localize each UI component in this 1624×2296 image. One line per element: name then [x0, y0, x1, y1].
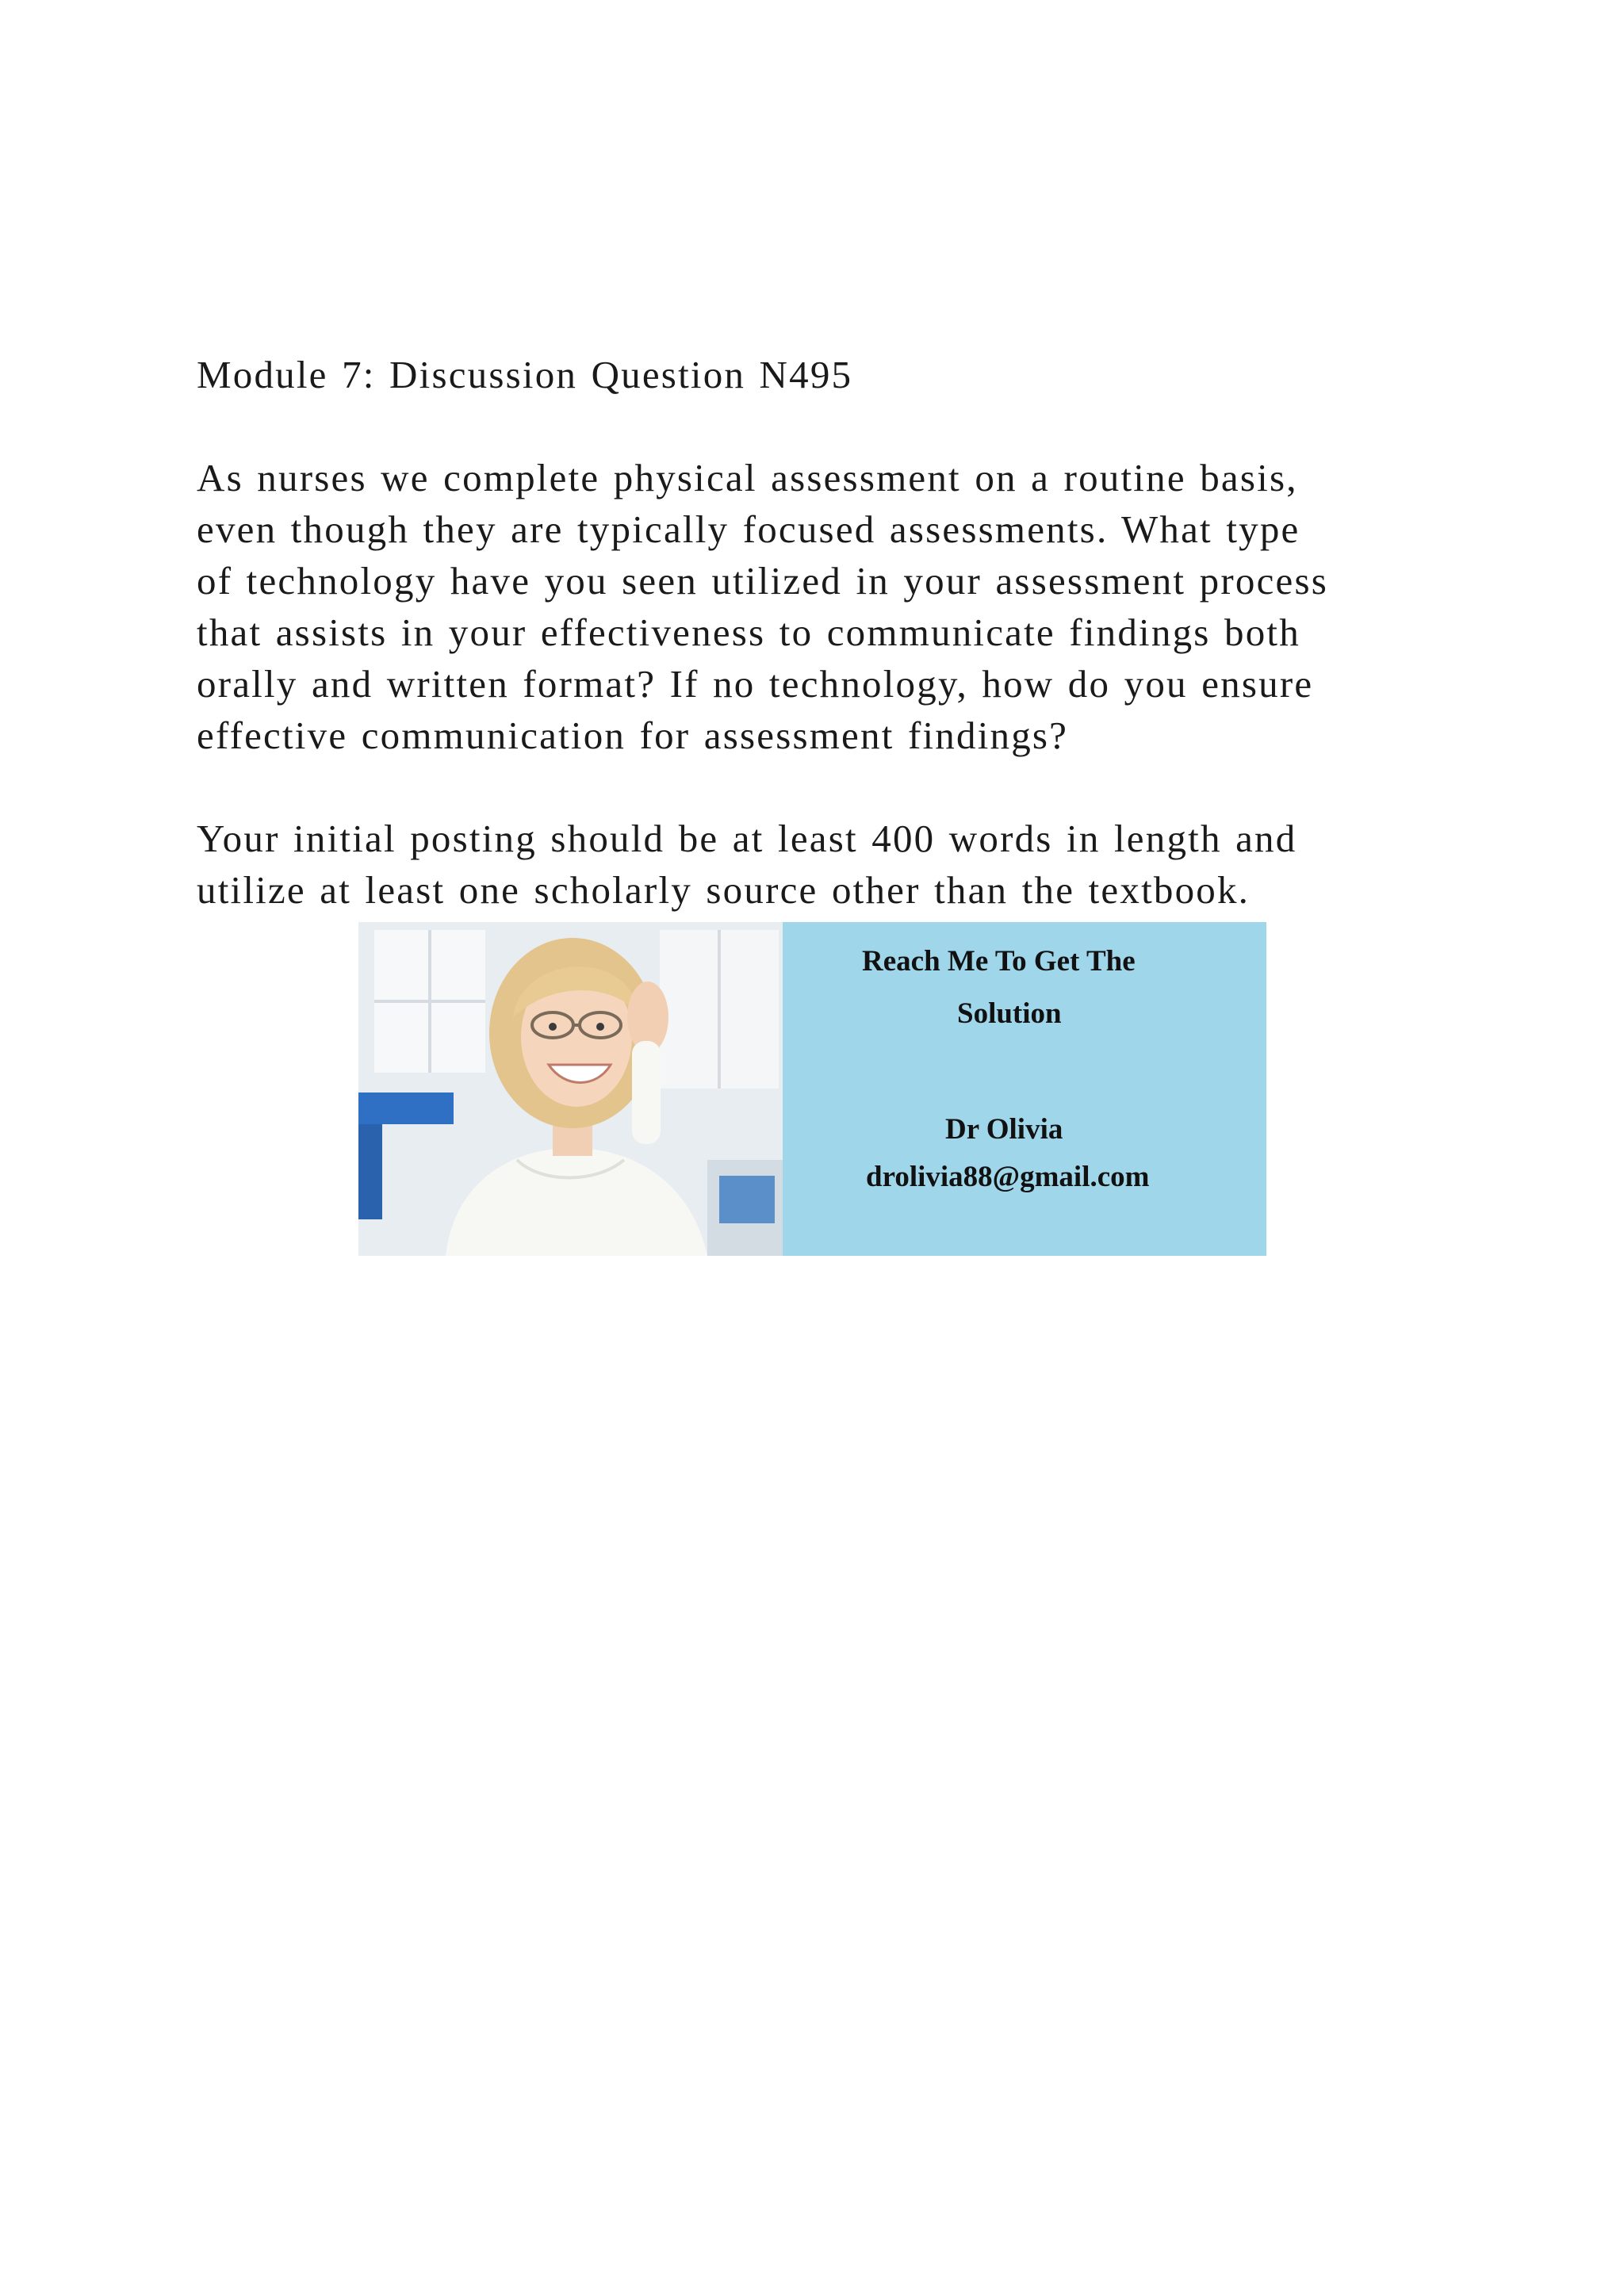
- spacer: [197, 400, 1465, 452]
- paragraph-2-line: Your initial posting should be at least 400 words in length and: [197, 817, 1297, 860]
- promo-banner: [358, 922, 1266, 1256]
- paragraph-1-line: orally and written format? If no technology, how do you ensure: [197, 662, 1314, 706]
- contact-panel: [783, 922, 1266, 1256]
- document-body: [197, 349, 1465, 916]
- paragraph-1-line: that assists in your effectiveness to communicate findings both: [197, 610, 1300, 654]
- contact-name: Dr Olivia: [945, 1113, 1063, 1146]
- banner-headline: Reach Me To Get The: [862, 945, 1136, 978]
- paragraph-1-line: of technology have you seen utilized in your assessment process: [197, 559, 1329, 603]
- banner-headline-cont: Solution: [957, 997, 1062, 1030]
- woman-photo: [358, 922, 783, 1256]
- paragraph-1-line: As nurses we complete physical assessment on a routine basis,: [197, 456, 1298, 499]
- document-title: Module 7: Discussion Question N495: [197, 353, 853, 396]
- spacer: [197, 761, 1465, 813]
- paragraph-1-line: effective communication for assessment findings?: [197, 714, 1069, 757]
- paragraph-2-line: utilize at least one scholarly source other than the textbook.: [197, 868, 1251, 912]
- paragraph-1-line: even though they are typically focused assessments. What type: [197, 507, 1300, 551]
- woman-photo-illustration: [358, 922, 783, 1256]
- contact-email[interactable]: drolivia88@gmail.com: [866, 1161, 1150, 1193]
